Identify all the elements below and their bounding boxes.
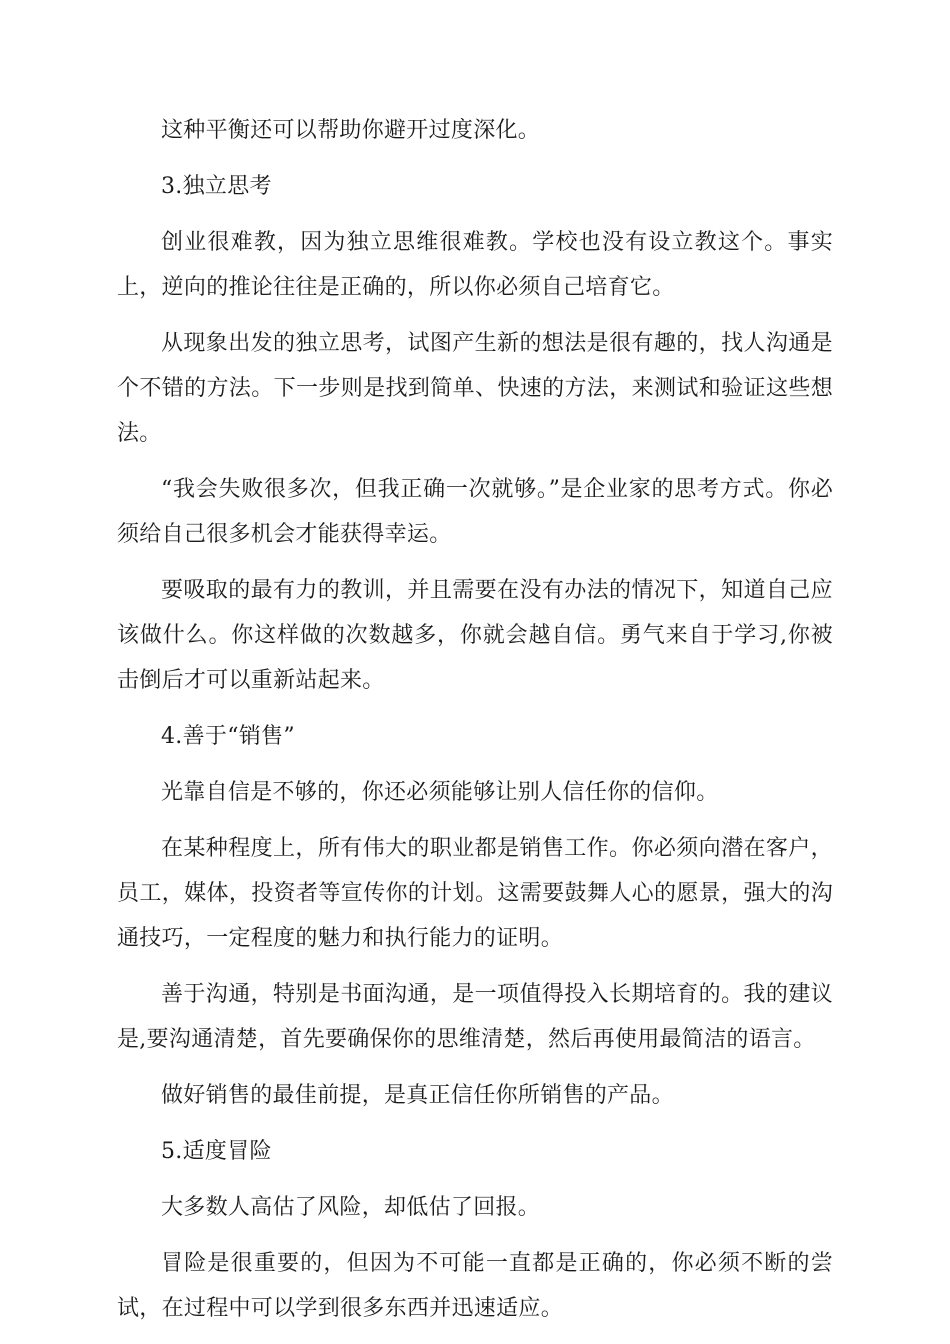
paragraph: 创业很难教，因为独立思维很难教。学校也没有设立教这个。事实上，逆向的推论往往是正确的，所以你必须自己培育它。 (117, 230, 833, 300)
section-heading: 3.独立思考 (161, 174, 272, 199)
paragraph: 光靠自信是不够的，你还必须能够让别人信任你的信仰。 (161, 780, 719, 805)
paragraph: “我会失败很多次，但我正确一次就够。”是企业家的思考方式。你必须给自己很多机会才能获得幸运。 (117, 477, 833, 547)
paragraph: 善于沟通，特别是书面沟通，是一项值得投入长期培育的。我的建议是,要沟通清楚，首先要确保你的思维清楚，然后再使用最简洁的语言。 (117, 982, 833, 1052)
paragraph: 从现象出发的独立思考，试图产生新的想法是很有趣的，找人沟通是个不错的方法。下一步则是找到简单、快速的方法，来测试和验证这些想法。 (117, 331, 833, 446)
paragraph: 冒险是很重要的，但因为不可能一直都是正确的，你必须不断的尝试，在过程中可以学到很多东西并迅速适应。 (117, 1251, 833, 1321)
section-heading: 5.适度冒险 (161, 1139, 272, 1164)
paragraph: 做好销售的最佳前提，是真正信任你所销售的产品。 (161, 1083, 674, 1108)
paragraph: 大多数人高估了风险，却低估了回报。 (161, 1195, 541, 1220)
paragraph: 这种平衡还可以帮助你避开过度深化。 (161, 118, 541, 143)
section-heading: 4.善于“销售” (161, 724, 295, 749)
paragraph: 要吸取的最有力的教训，并且需要在没有办法的情况下，知道自己应该做什么。你这样做的次数越多，你就会越自信。勇气来自于学习,你被击倒后才可以重新站起来。 (117, 578, 833, 693)
paragraph: 在某种程度上，所有伟大的职业都是销售工作。你必须向潜在客户，员工，媒体，投资者等宣传你的计划。这需要鼓舞人心的愿景，强大的沟通技巧，一定程度的魅力和执行能力的证明。 (117, 836, 833, 951)
document-body (117, 108, 833, 1342)
